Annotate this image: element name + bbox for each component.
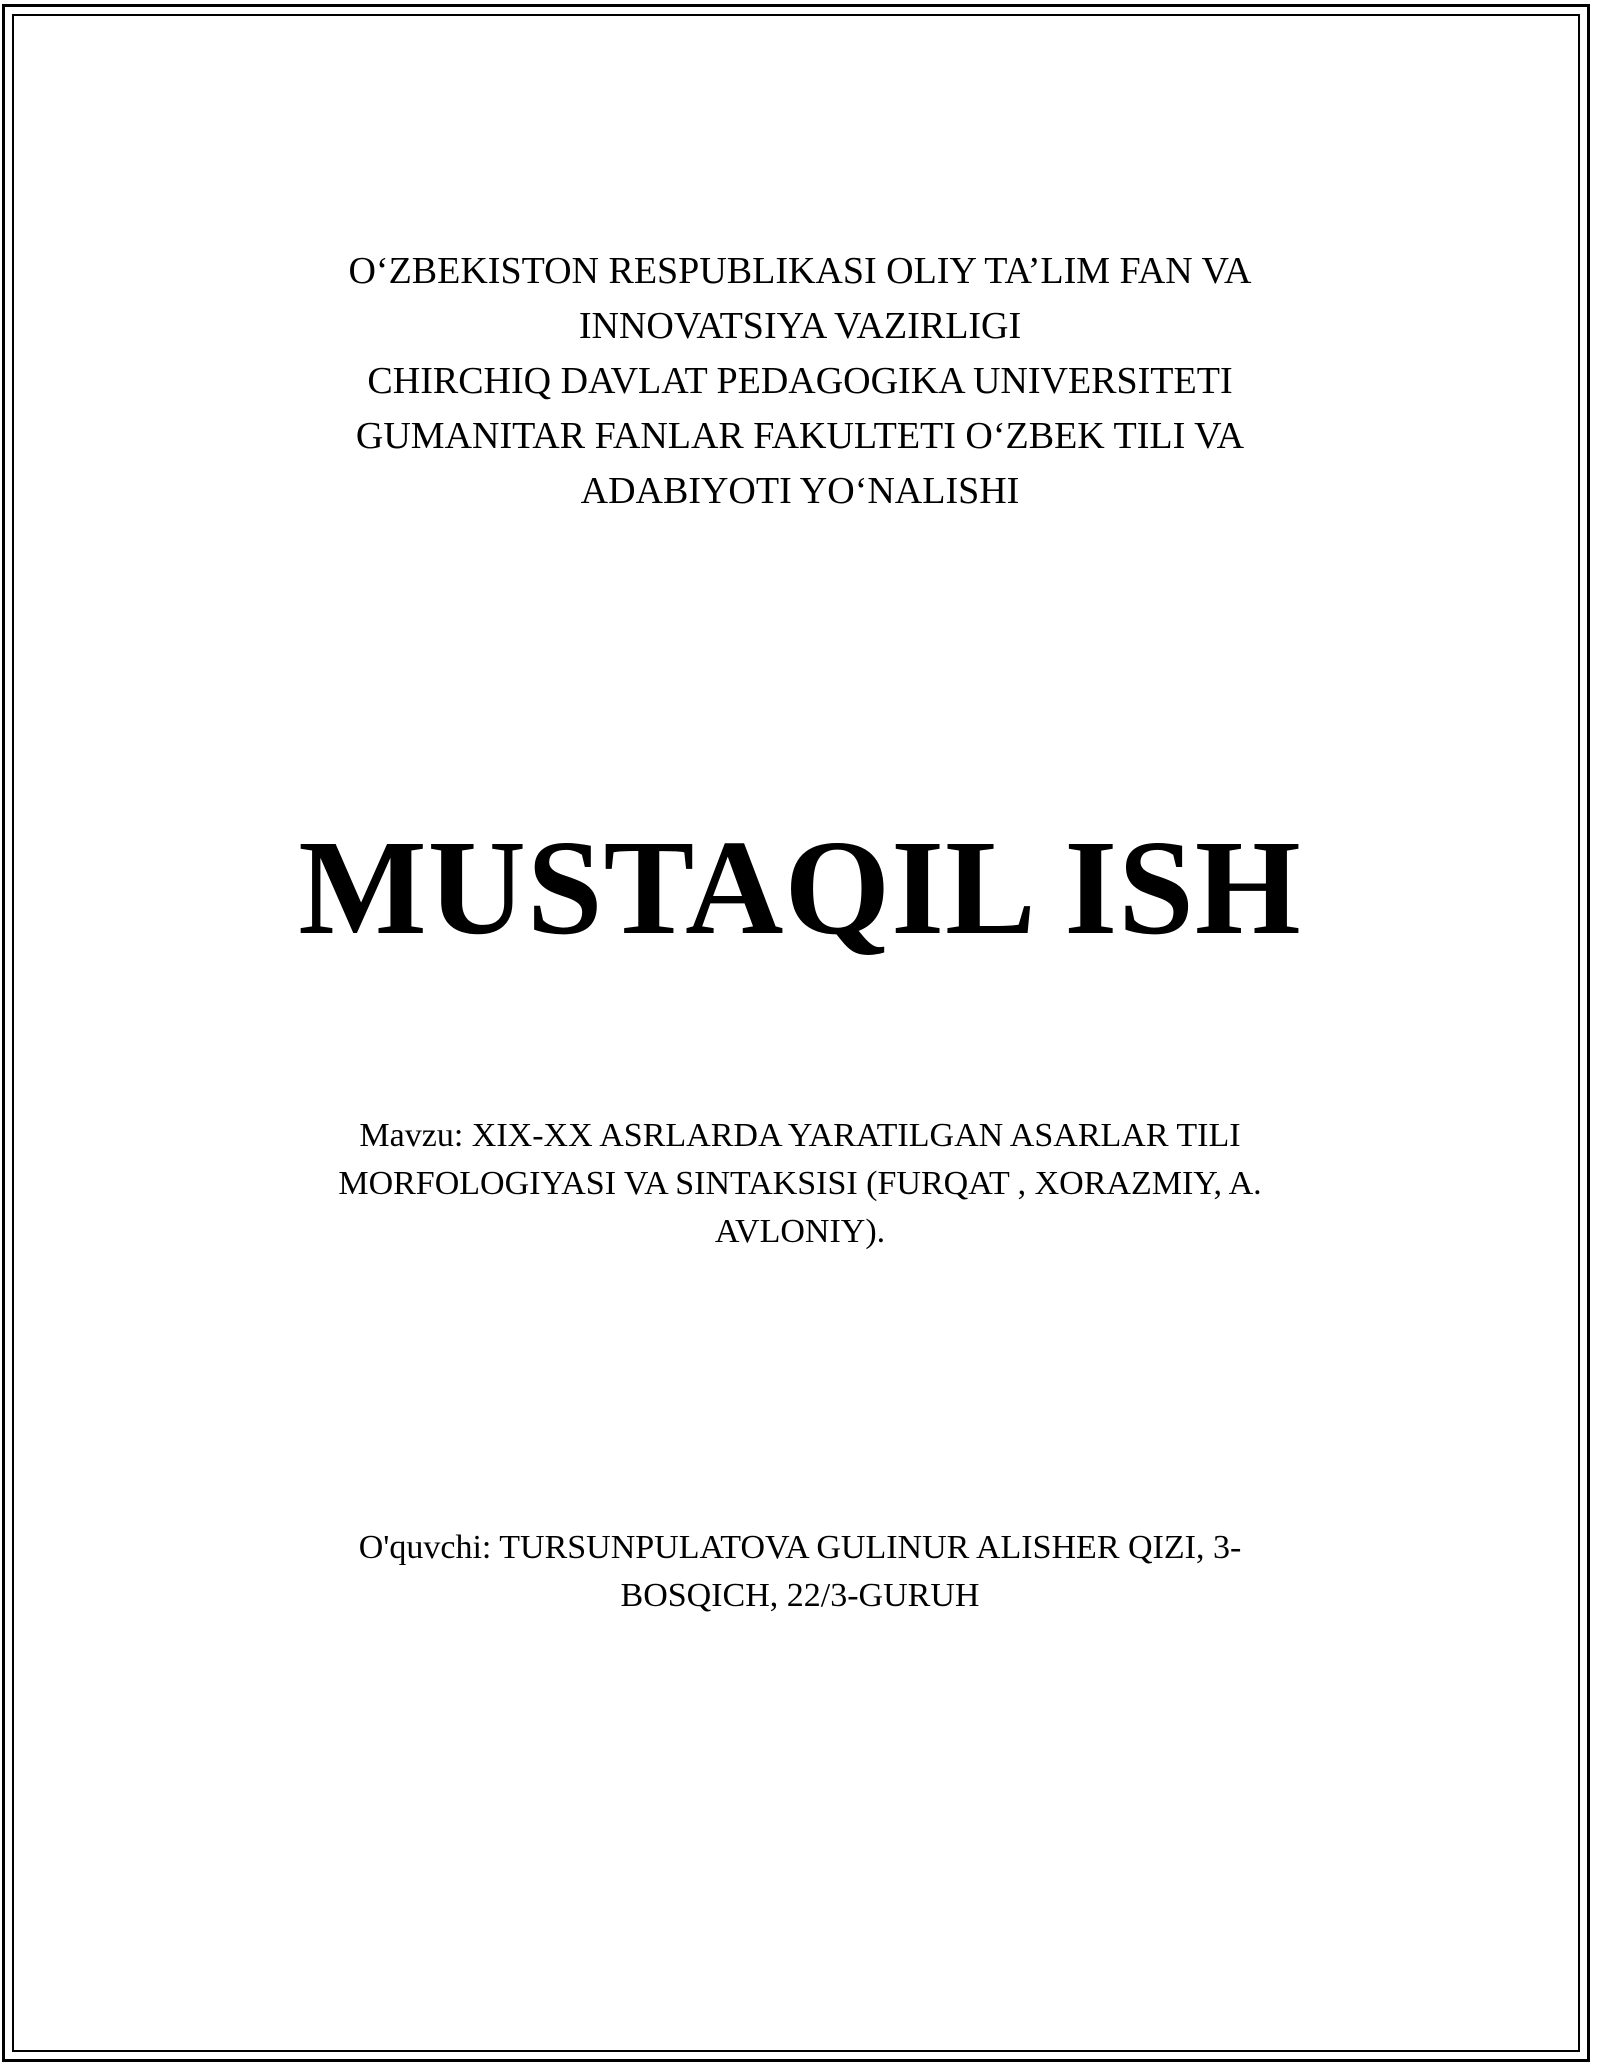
- header-line: GUMANITAR FANLAR FAKULTETI O‘ZBEK TILI VA: [355, 415, 1245, 457]
- document-title: MUSTAQIL ISH: [298, 813, 1302, 963]
- topic-line: Mavzu: XIX-XX ASRLARDA YARATILGAN ASARLAR TILI: [359, 1117, 1241, 1154]
- header-line: INNOVATSIYA VAZIRLIGI: [578, 305, 1022, 347]
- student-block: [0, 1524, 1600, 1620]
- institution-header: [0, 244, 1600, 519]
- header-line: CHIRCHIQ DAVLAT PEDAGOGIKA UNIVERSITETI: [367, 360, 1233, 402]
- topic-line: MORFOLOGIYASI VA SINTAKSISI (FURQAT , XORAZMIY, A.: [338, 1165, 1262, 1202]
- student-line: O'quvchi: TURSUNPULATOVA GULINUR ALISHER QIZI, 3-: [358, 1529, 1242, 1566]
- student-line: BOSQICH, 22/3-GURUH: [620, 1577, 980, 1614]
- header-line: O‘ZBEKISTON RESPUBLIKASI OLIY TA’LIM FAN VA: [348, 250, 1252, 292]
- topic-block: [0, 1112, 1600, 1256]
- topic-line: AVLONIY).: [714, 1213, 886, 1250]
- header-line: ADABIYOTI YO‘NALISHI: [580, 470, 1020, 512]
